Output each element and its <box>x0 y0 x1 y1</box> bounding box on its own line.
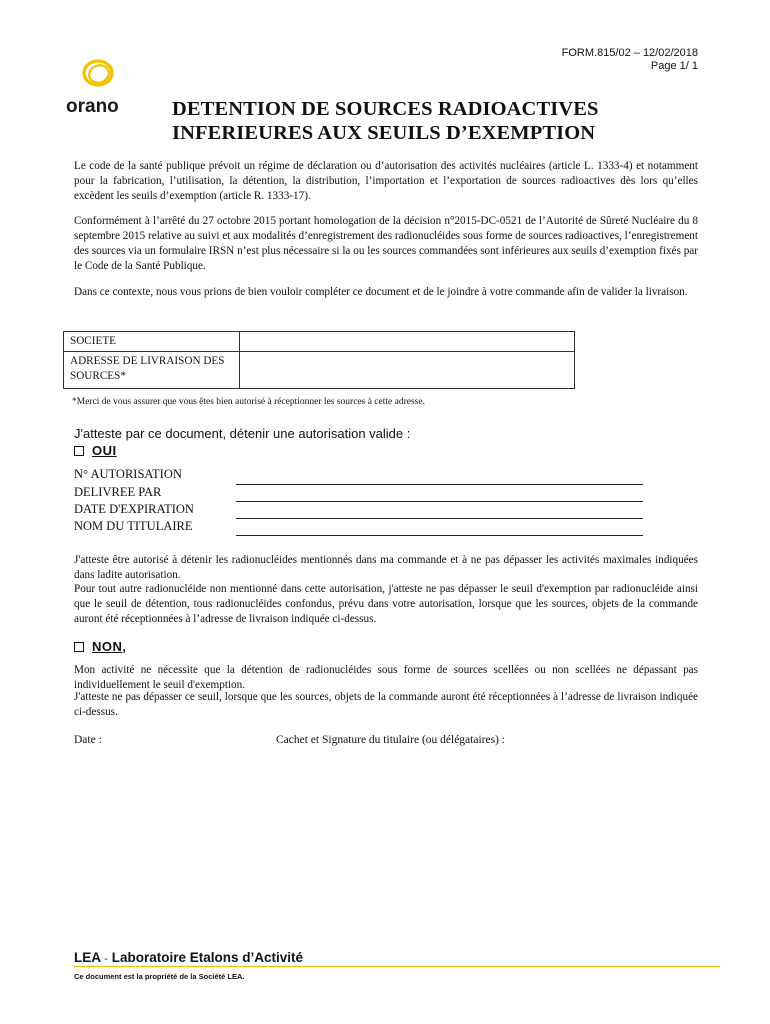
footer-lab-short: LEA <box>74 950 101 965</box>
intro-paragraph-1: Le code de la santé publique prévoit un régime de déclaration ou d’autorisation des activités nucléaires (article L. 1333-4) et notamment pour la fabrication, l’utilisation, la détention, la distribution, l’importation et l’exportation de sources radioactives dès lors qu’elles excèdent les seuils d’exemption (article R. 1333-17). <box>74 160 698 202</box>
non-label: NON <box>92 639 123 654</box>
orano-logo <box>62 56 132 120</box>
stamp-signature-label: Cachet et Signature du titulaire (ou délégataires) : <box>276 734 505 746</box>
title-line-1: DETENTION DE SOURCES RADIOACTIVES <box>172 98 599 120</box>
company-info-table <box>63 331 575 389</box>
attestation-intro: J'atteste par ce document, détenir une autorisation valide : <box>74 426 411 441</box>
form-reference: FORM.815/02 – 12/02/2018 <box>561 47 698 59</box>
holder-name-field[interactable] <box>236 535 643 536</box>
oui-paragraph-2: Pour tout autre radionucléide non mentionné dans cette autorisation, j'atteste ne pas dépasser le seuil d'exemption par radionucléide ainsi que le seuil de détention, tous radionucléides confondus, prévu dans votre autorisation, lorsque que les sources, objets de la commande auront été réceptionnées à l’adresse de livraison indiquée ci-dessus. <box>74 583 698 625</box>
delivery-address-input[interactable] <box>240 352 575 389</box>
footer-dash: - <box>104 953 108 965</box>
company-row <box>64 332 575 352</box>
field-label-holder-name: NOM DU TITULAIRE <box>74 519 193 533</box>
address-note: *Merci de vous assurer que vous êtes bien autorisé à réceptionner les sources à cette adresse. <box>72 397 425 407</box>
non-paragraph-1: Mon activité ne nécessite que la détention de radionucléides sous forme de sources scellées ou non scellées ne dépassant pas individuellement le seuil d'exemption. <box>74 664 698 691</box>
orano-logo-mark-icon <box>62 56 132 120</box>
page-number: Page 1/ 1 <box>650 60 698 72</box>
intro-paragraph-3: Dans ce contexte, nous vous prions de bien vouloir compléter ce document et de le joindre à votre commande afin de valider la livraison. <box>74 286 688 298</box>
orano-logo-text: orano <box>66 96 119 117</box>
page-title <box>172 97 599 145</box>
title-line-2: INFERIEURES AUX SEUILS D’EXEMPTION <box>172 122 596 144</box>
non-suffix: , <box>122 639 127 654</box>
footer-divider <box>74 966 720 967</box>
company-input[interactable] <box>240 332 575 352</box>
delivery-address-row <box>64 352 575 389</box>
option-oui[interactable] <box>74 443 117 458</box>
non-paragraph-2: J'atteste ne pas dépasser ce seuil, lorsque que les sources, objets de la commande auront été réceptionnées à l’adresse de livraison indiquée ci-dessus. <box>74 691 698 718</box>
field-label-authorization: N° AUTORISATION <box>74 467 182 481</box>
field-label-issued-by: DELIVREE PAR <box>74 485 162 499</box>
issued-by-field[interactable] <box>236 501 643 502</box>
footer-ownership-note: Ce document est la propriété de la Société LEA. <box>74 972 245 981</box>
company-label: SOCIETE <box>64 332 240 352</box>
oui-checkbox[interactable] <box>74 446 84 456</box>
intro-paragraph-2: Conformément à l’arrêté du 27 octobre 2015 portant homologation de la décision n°2015-DC-0521 de l’Autorité de Sûreté Nucléaire du 8 septembre 2015 relative au suivi et aux modalités d’enregistrement des radionucléides sous forme de sources radioactives, l’enregistrement des sources via un formulaire IRSN n’est plus nécessaire si la ou les sources commandées sont inférieures aux seuils d’exemption fixés par le Code de la Santé Publique. <box>74 215 698 272</box>
date-label: Date : <box>74 734 102 746</box>
non-checkbox[interactable] <box>74 642 84 652</box>
expiry-date-field[interactable] <box>236 518 643 519</box>
footer-lab-name: Laboratoire Etalons d’Activité <box>111 950 303 965</box>
oui-paragraph-1: J'atteste être autorisé à détenir les radionucléides mentionnés dans ma commande et à ne pas dépasser les activités maximales indiquées dans ladite autorisation. <box>74 554 698 581</box>
option-non[interactable] <box>74 639 126 654</box>
delivery-address-label: ADRESSE DE LIVRAISON DES SOURCES* <box>64 352 240 389</box>
footer-lab-title <box>74 950 303 965</box>
oui-label: OUI <box>92 443 117 458</box>
authorization-number-field[interactable] <box>236 484 643 485</box>
field-label-expiry-date: DATE D'EXPIRATION <box>74 502 194 516</box>
